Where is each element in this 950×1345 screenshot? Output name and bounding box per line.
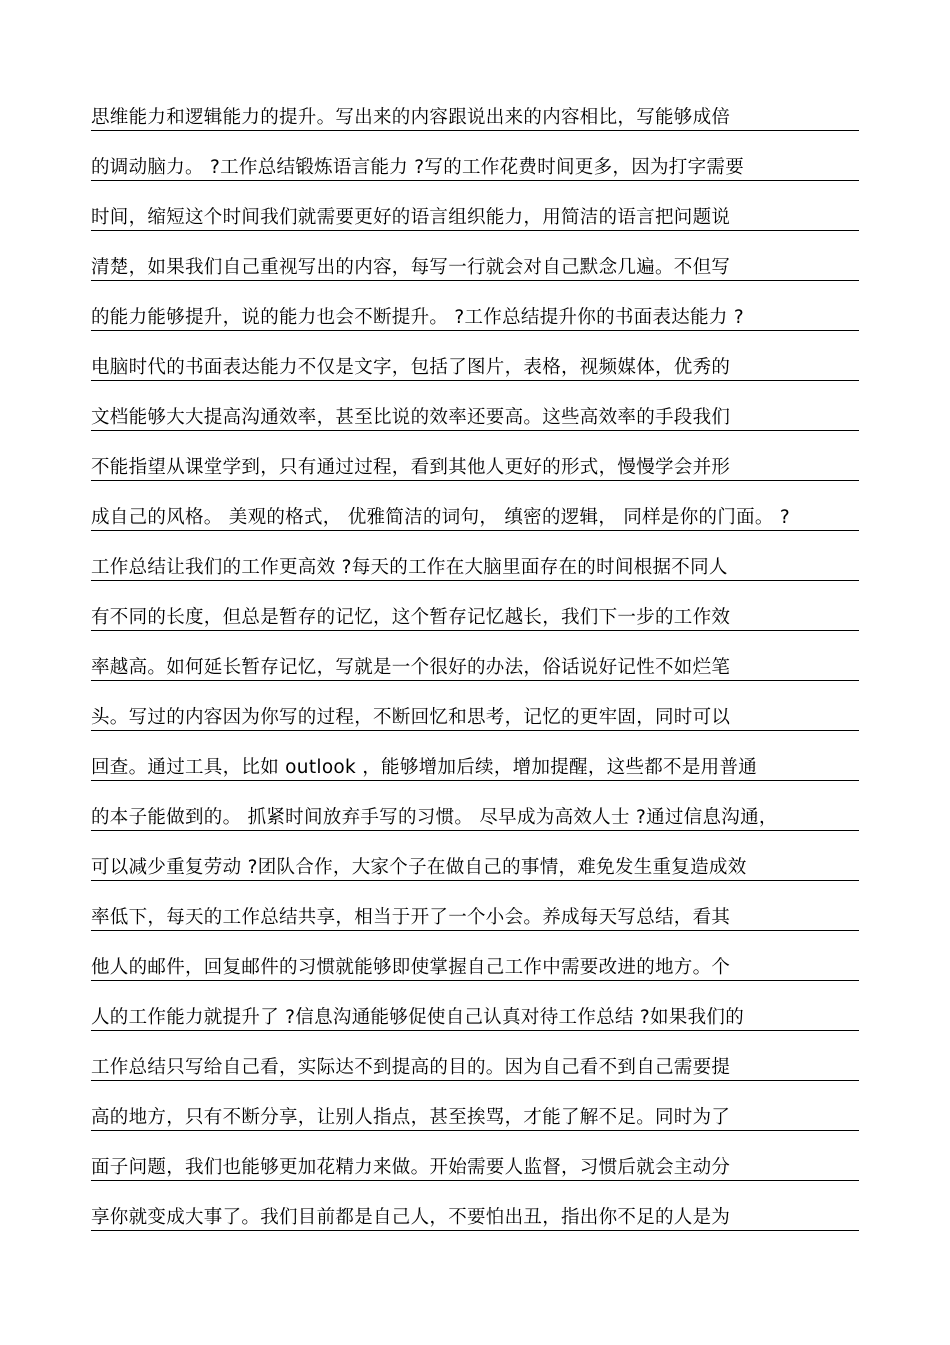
text-line: 的能力能够提升，说的能力也会不断提升。 ?工作总结提升你的书面表达能力 ? [91, 306, 859, 331]
text-line: 不能指望从课堂学到，只有通过过程，看到其他人更好的形式，慢慢学会并形 [91, 456, 859, 481]
text-line: 工作总结只写给自己看，实际达不到提高的目的。因为自己看不到自己需要提 [91, 1056, 859, 1081]
text-line: 清楚，如果我们自己重视写出的内容，每写一行就会对自己默念几遍。不但写 [91, 256, 859, 281]
text-line: 可以减少重复劳动 ?团队合作，大家个子在做自己的事情，难免发生重复造成效 [91, 856, 859, 881]
text-line: 文档能够大大提高沟通效率，甚至比说的效率还要高。这些高效率的手段我们 [91, 406, 859, 431]
text-line: 享你就变成大事了。我们目前都是自己人，不要怕出丑，指出你不足的人是为 [91, 1206, 859, 1231]
text-line: 电脑时代的书面表达能力不仅是文字，包括了图片，表格，视频媒体，优秀的 [91, 356, 859, 381]
text-line: 时间，缩短这个时间我们就需要更好的语言组织能力，用简洁的语言把问题说 [91, 206, 859, 231]
text-line: 工作总结让我们的工作更高效 ?每天的工作在大脑里面存在的时间根据不同人 [91, 556, 859, 581]
text-line: 率低下，每天的工作总结共享，相当于开了一个小会。养成每天写总结，看其 [91, 906, 859, 931]
text-line: 思维能力和逻辑能力的提升。写出来的内容跟说出来的内容相比，写能够成倍 [91, 106, 859, 131]
text-line: 头。写过的内容因为你写的过程，不断回忆和思考，记忆的更牢固，同时可以 [91, 706, 859, 731]
text-line: 的本子能做到的。 抓紧时间放弃手写的习惯。 尽早成为高效人士 ?通过信息沟通， [91, 806, 859, 831]
text-line: 有不同的长度，但总是暂存的记忆，这个暂存记忆越长，我们下一步的工作效 [91, 606, 859, 631]
text-line: 回查。通过工具，比如 outlook ，能够增加后续，增加提醒，这些都不是用普通 [91, 756, 859, 781]
text-line: 面子问题，我们也能够更加花精力来做。开始需要人监督，习惯后就会主动分 [91, 1156, 859, 1181]
text-line: 他人的邮件，回复邮件的习惯就能够即使掌握自己工作中需要改进的地方。个 [91, 956, 859, 981]
text-line: 的调动脑力。 ?工作总结锻炼语言能力 ?写的工作花费时间更多，因为打字需要 [91, 156, 859, 181]
text-line: 人的工作能力就提升了 ?信息沟通能够促使自己认真对待工作总结 ?如果我们的 [91, 1006, 859, 1031]
text-line: 高的地方，只有不断分享，让别人指点，甚至挨骂，才能了解不足。同时为了 [91, 1106, 859, 1131]
text-line: 成自己的风格。 美观的格式， 优雅简洁的词句， 缜密的逻辑， 同样是你的门面。 ? [91, 506, 859, 531]
text-line: 率越高。如何延长暂存记忆，写就是一个很好的办法，俗话说好记性不如烂笔 [91, 656, 859, 681]
